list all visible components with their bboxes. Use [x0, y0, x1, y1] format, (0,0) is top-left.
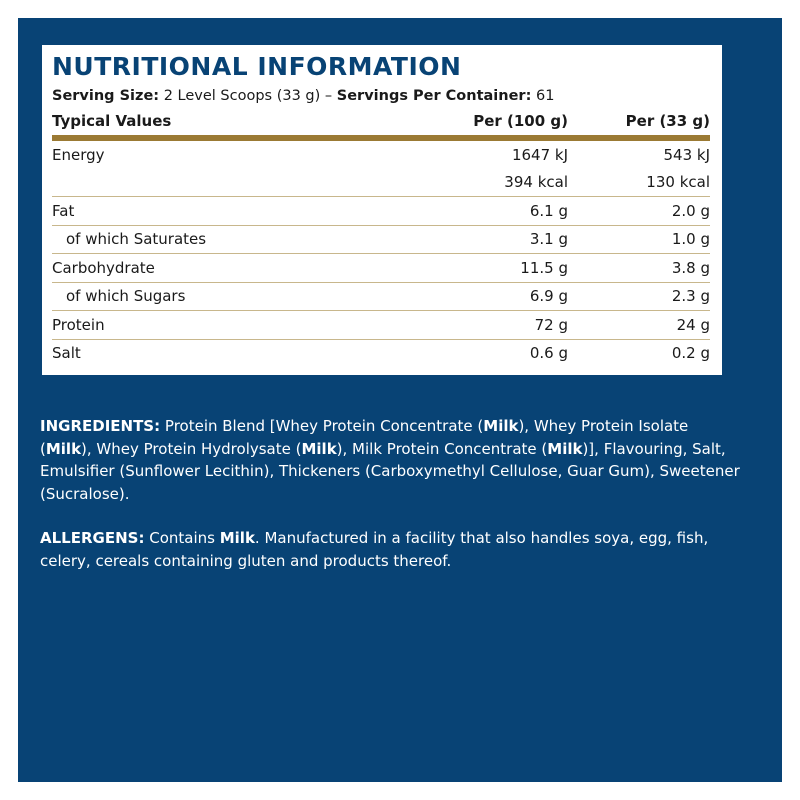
serving-separator: – [324, 88, 333, 104]
allergen-milk: Milk [219, 529, 255, 547]
row-label: Salt [52, 344, 81, 363]
table-row [52, 254, 710, 283]
row-per-100g: 3.1 g [529, 230, 568, 249]
ingredients-segment: ), Whey Protein Isolate ( [40, 417, 689, 458]
row-per-serving: 24 g [676, 315, 710, 334]
allergen-milk: Milk [483, 417, 519, 435]
ingredients-segment: ), Whey Protein Hydrolysate ( [81, 439, 302, 458]
table-row [52, 169, 710, 198]
ingredients-segment: )], Flavouring, Salt, Emulsifier (Sunflower Lecithin), Thickeners (Carboxymethyl Cellulose, Guar Gum), Sweetener (Sucralose). [40, 439, 740, 503]
nutrition-panel [42, 45, 722, 375]
allergens-label: ALLERGENS: [40, 529, 145, 547]
ingredients-segment: Protein Blend [Whey Protein Concentrate ( [164, 417, 484, 435]
table-row [52, 311, 710, 340]
row-per-serving: 1.0 g [671, 230, 710, 249]
allergens-segment: . Manufactured in a facility that also handles soya, egg, fish, celery, cereals containing gluten and products thereof. [40, 529, 709, 570]
allergens-text [40, 527, 740, 572]
table-row [52, 340, 710, 368]
header-typical-values: Typical Values [52, 112, 172, 130]
ingredients-segment: ), Milk Protein Concentrate ( [336, 439, 548, 458]
table-row [52, 141, 710, 169]
table-header [52, 107, 710, 135]
row-per-100g: 6.9 g [529, 287, 568, 306]
row-label: Fat [52, 201, 75, 220]
row-label: Protein [52, 315, 105, 334]
row-per-100g: 0.6 g [529, 344, 568, 363]
nutrition-title: NUTRITIONAL INFORMATION [52, 52, 462, 81]
row-label: Carbohydrate [52, 258, 155, 277]
row-label: Energy [52, 145, 105, 164]
table-row [52, 226, 710, 255]
header-per-serving: Per (33 g) [625, 112, 710, 130]
servings-per-container-label: Servings Per Container: [336, 88, 532, 104]
table-row [52, 197, 710, 226]
row-per-serving: 2.0 g [671, 201, 710, 220]
ingredients-text [40, 415, 740, 505]
row-per-100g: 6.1 g [529, 201, 568, 220]
row-per-serving: 543 kJ [663, 145, 710, 164]
row-per-100g: 11.5 g [520, 258, 568, 277]
row-label: of which Saturates [66, 230, 207, 249]
allergen-milk: Milk [301, 439, 337, 458]
row-per-100g: 394 kcal [504, 173, 568, 192]
allergen-milk: Milk [45, 439, 82, 458]
row-per-100g: 72 g [534, 315, 568, 334]
row-per-serving: 3.8 g [671, 258, 710, 277]
allergens-segment: Contains [149, 529, 215, 547]
serving-size-label: Serving Size: [52, 88, 160, 104]
ingredients-label: INGREDIENTS: [40, 417, 161, 435]
row-per-serving: 0.2 g [671, 344, 710, 363]
row-label: of which Sugars [66, 287, 186, 306]
table-row [52, 283, 710, 312]
allergen-milk: Milk [547, 439, 583, 458]
header-per-100g: Per (100 g) [473, 112, 568, 130]
servings-per-container-value: 61 [536, 88, 555, 104]
row-per-100g: 1647 kJ [511, 145, 568, 164]
serving-size-value: 2 Level Scoops (33 g) [163, 88, 321, 104]
row-per-serving: 2.3 g [671, 287, 710, 306]
row-per-serving: 130 kcal [646, 173, 710, 192]
serving-info [52, 85, 710, 107]
